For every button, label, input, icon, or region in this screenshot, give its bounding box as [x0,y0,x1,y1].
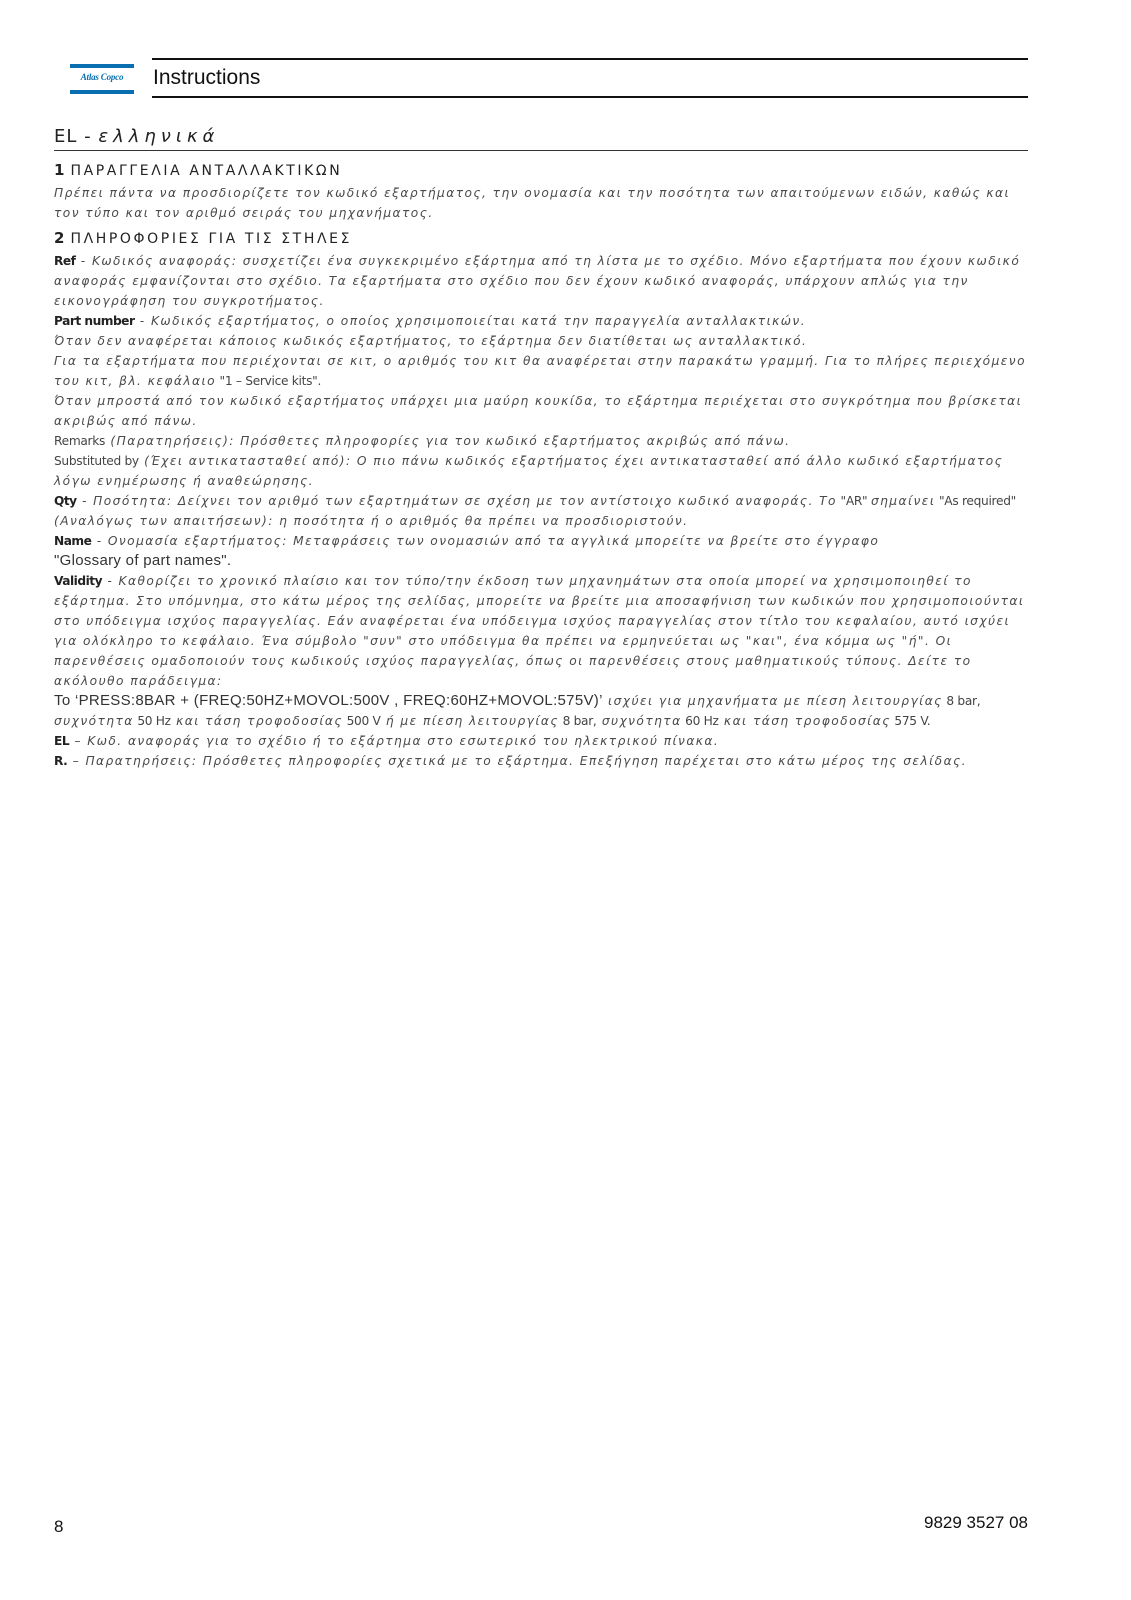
qty-as-required: "As required" [935,494,1016,508]
section-number: 2 [54,229,65,247]
remarks-paragraph [54,431,1028,451]
example-text: ή με πίεση λειτουργίας [380,714,560,728]
ref-paragraph [54,251,1028,311]
substituted-text: (Έχει αντικατασταθεί από): Ο πιο πάνω κωδικός εξαρτήματος έχει αντικατασταθεί από άλλο κωδικό εξαρτήματος λόγω ενημέρωσης ή αναθεώρησης. [54,454,1004,488]
example-value: 50 Hz [133,714,171,728]
header-title: Instructions [153,66,261,89]
header-rule-bottom [152,96,1028,98]
language-code: EL - [54,126,92,147]
el-text: – Κωδ. αναφοράς για το σχέδιο ή το εξάρτημα στο εσωτερικό του ηλεκτρικού πίνακα. [69,734,720,748]
part-number-paragraph-3 [54,351,1028,391]
el-term: EL [54,734,70,748]
substituted-term: Substituted by [54,454,139,468]
ordering-paragraph: Πρέπει πάντα να προσδιορίζετε τον κωδικό εξαρτήματος, την ονομασία και την ποσότητα των απαιτούμενων ειδών, καθώς και τον τύπο και τον αριθμό σειράς του μηχανήματος. [54,186,1011,220]
remarks-term: Remarks [54,434,106,448]
validity-example [54,691,1028,731]
qty-text-3: (Αναλόγως των απαιτήσεων): η ποσότητα ή ο αριθμός θα πρέπει να προσδιοριστούν. [54,514,689,528]
el-paragraph [54,731,1028,751]
r-term: R. [54,754,68,768]
example-value: 575 V. [890,714,931,728]
part-number-text: - Κωδικός εξαρτήματος, ο οποίος χρησιμοποιείται κατά την παραγγελία ανταλλακτικών. [134,314,807,328]
example-code: ‘PRESS:8BAR + (FREQ:50HZ+MOVOL:500V , FREQ:60HZ+MOVOL:575V)’ [74,692,603,709]
section-number: 1 [54,161,65,179]
example-text: ισχύει για μηχανήματα με πίεση λειτουργίας [602,694,943,708]
logo-text: Atlas Copco [80,72,124,82]
page-header [70,58,1028,100]
part-number-term: Part number [54,314,135,328]
section-heading-ordering [54,161,1028,179]
qty-term: Qty [54,494,77,508]
r-text: – Παρατηρήσεις: Πρόσθετες πληροφορίες σχετικά με το εξάρτημα. Επεξήγηση παρέχεται στο κάτω μέρος της σελίδας. [67,754,967,768]
example-value: 8 bar, [559,714,597,728]
example-value: 500 V [343,714,381,728]
main-content [54,126,1028,771]
validity-term: Validity [54,574,103,588]
substituted-paragraph [54,451,1028,491]
service-kits-ref: "1 – Service kits". [215,374,322,388]
part-number-paragraph-4: Όταν μπροστά από τον κωδικό εξαρτήματος υπάρχει μια μαύρη κουκίδα, το εξάρτημα περιέχεται στο συγκρότημα που βρίσκεται ακριβώς από πάνω. [54,394,1023,428]
name-term: Name [54,534,92,548]
qty-paragraph [54,491,1028,531]
section-title: ΠΛΗΡΟΦΟΡΙΕΣ ΓΙΑ ΤΙΣ ΣΤΗΛΕΣ [70,231,353,247]
atlas-copco-logo [70,64,134,94]
validity-text: - Καθορίζει το χρονικό πλαίσιο και τον τύπο/την έκδοση των μηχανημάτων στα οποία μπορεί να χρησιμοποιηθεί το εξάρτημα. Στο υπόμνημα, στο κάτω μέρος της σελίδας, μπορείτε να βρείτε μια αποσαφήνιση των κωδικών που χρησιμοποιούνται στο υπόδειγμα ισχύος παραγγελίας. Εάν αναφέρεται ένα υπόδειγμα ισχύος παραγγελίας στον τίτλο του κεφαλαίου, αυτό ισχύει για ολόκληρο το κεφάλαιο. Ένα σύμβολο "συν" στο υπόδειγμα θα πρέπει να ερμηνεύεται ως "και", ένα κόμμα ως "ή". Οι παρενθέσεις ομαδοποιούν τους κωδικούς ισχύος παραγγελίας, όπως οι παρενθέσεις στους μαθηματικούς τύπους. Δείτε το ακόλουθο παράδειγμα: [54,574,1025,688]
header-rule-top [152,58,1028,60]
part-number-paragraph-2: Όταν δεν αναφέρεται κάποιος κωδικός εξαρτήματος, το εξάρτημα δεν διατίθεται ως ανταλλακτικό. [54,334,808,348]
glossary-ref: "Glossary of part names". [54,552,232,569]
example-text: και τάση τροφοδοσίας [170,714,343,728]
r-paragraph [54,751,1028,771]
example-value: 60 Hz [681,714,719,728]
example-text: συχνότητα [54,714,134,728]
part-number-paragraph [54,311,1028,331]
section-heading-columns [54,229,1028,247]
section-title: ΠΑΡΑΓΓΕΛΙΑ ΑΝΤΑΛΛΑΚΤΙΚΩΝ [70,163,343,179]
qty-text: - Ποσότητα: Δείχνει τον αριθμό των εξαρτημάτων σε σχέση με τον αντίστοιχο κωδικό αναφοράς. Το [76,494,837,508]
qty-text-2: σημαίνει [870,494,936,508]
example-text: συχνότητα [596,714,682,728]
remarks-text: (Παρατηρήσεις): Πρόσθετες πληροφορίες για τον κωδικό εξαρτήματος ακριβώς από πάνω. [105,434,791,448]
ref-term: Ref [54,254,76,268]
language-name: ελληνικά [98,126,220,147]
ref-text: - Κωδικός αναφοράς: συσχετίζει ένα συγκεκριμένο εξάρτημα από τη λίστα με το σχέδιο. Μόνο εξαρτήματα που έχουν κωδικό αναφοράς εμφανίζονται στο σχέδιο. Τα εξαρτήματα στο σχέδιο που δεν έχουν κωδικό αναφοράς, υπάρχουν απλώς για την εικονογράφηση του συγκροτήματος. [54,254,1021,308]
validity-paragraph [54,571,1028,691]
language-heading [54,126,1028,151]
kit-text: Για τα εξαρτήματα που περιέχονται σε κιτ, ο αριθμός του κιτ θα αναφέρεται στην παρακάτω γραμμή. Για το πλήρες περιεχόμενο του κιτ, βλ. κεφάλαιο [54,354,1026,388]
page-number: 8 [54,1517,64,1536]
qty-ar: "AR" [836,494,871,508]
example-text: και τάση τροφοδοσίας [718,714,891,728]
name-paragraph [54,531,1028,571]
document-number: 9829 3527 08 [924,1513,1028,1532]
name-text: - Ονομασία εξαρτήματος: Μεταφράσεις των ονομασιών από τα αγγλικά μπορείτε να βρείτε στο έγγραφο [91,534,880,548]
example-prefix: Το [54,692,75,709]
example-value: 8 bar, [942,694,981,708]
